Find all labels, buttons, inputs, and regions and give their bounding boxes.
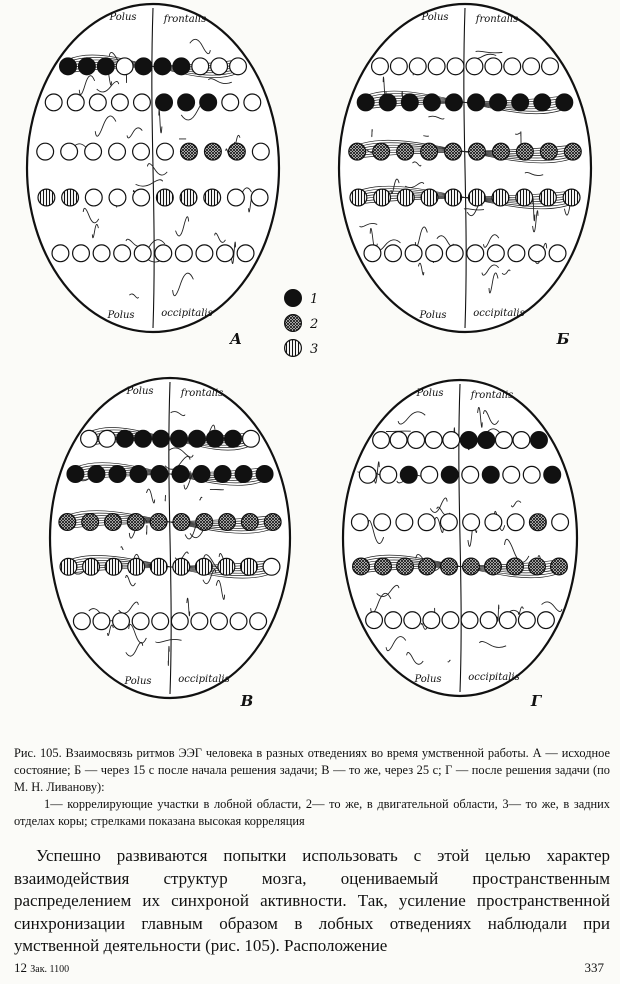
electrode [155, 245, 172, 262]
electrode [492, 189, 509, 206]
electrode [173, 558, 190, 575]
electrode [93, 245, 110, 262]
electrode [534, 94, 551, 111]
electrode [219, 514, 236, 531]
electrode [549, 245, 566, 262]
legend-label-3: 3 [310, 342, 319, 357]
electrode [529, 558, 546, 575]
electrode [192, 58, 209, 75]
label-occipitalis: occipitalis [473, 308, 525, 319]
electrode [419, 558, 436, 575]
electrode [204, 143, 221, 160]
electrode [445, 143, 462, 160]
electrode [485, 514, 502, 531]
electrode [207, 430, 224, 447]
electrode [128, 558, 145, 575]
electrode [150, 514, 167, 531]
electrode [173, 514, 190, 531]
electrode [442, 612, 459, 629]
electrode [421, 143, 438, 160]
electrode [373, 143, 390, 160]
electrode [564, 143, 581, 160]
electrode [518, 612, 535, 629]
panel-letter: А [229, 330, 243, 348]
electrode [446, 94, 463, 111]
electrode [196, 514, 213, 531]
label-polus-top: Polus [126, 386, 154, 397]
electrode [485, 558, 502, 575]
electrode [60, 58, 77, 75]
electrode [264, 514, 281, 531]
electrode [93, 613, 110, 630]
electrode [256, 466, 273, 483]
label-polus-bottom: Polus [414, 674, 442, 685]
electrode [404, 612, 421, 629]
label-polus-bottom: Polus [124, 676, 152, 687]
electrode [228, 189, 245, 206]
electrode [196, 245, 213, 262]
electrode [225, 430, 242, 447]
electrode [132, 613, 149, 630]
electrode [156, 189, 173, 206]
electrode [357, 94, 374, 111]
electrode [99, 430, 116, 447]
electrode [516, 143, 533, 160]
electrode [397, 189, 414, 206]
electrode [374, 189, 391, 206]
electrode [351, 514, 368, 531]
electrode [211, 58, 228, 75]
electrode [374, 514, 391, 531]
brain-panel-2 [339, 4, 591, 348]
electrode [423, 94, 440, 111]
electrode [540, 143, 557, 160]
electrode [263, 558, 280, 575]
electrode [113, 613, 130, 630]
electrode [134, 94, 151, 111]
electrode [461, 612, 478, 629]
electrode [372, 58, 389, 75]
electrode [200, 94, 217, 111]
electrode [426, 245, 443, 262]
label-polus-bottom: Polus [107, 310, 135, 321]
electrode [191, 613, 208, 630]
electrode [73, 245, 90, 262]
label-frontalis: frontalis [163, 14, 207, 25]
electrode [154, 58, 171, 75]
caption-legend: 1— коррелирующие участки в лобной области, 2— то же, в двигательной области, 3— то же, в задних отделах коры; стрелками показана высокая корреляция [14, 797, 610, 828]
electrode [235, 466, 252, 483]
electrode [467, 245, 484, 262]
electrode [405, 245, 422, 262]
electrode [396, 514, 413, 531]
electrode [441, 466, 458, 483]
caption-main: Рис. 105. Взаимосвязь ритмов ЭЭГ человека в разных отведениях во время умственной работы. А — исходное состояние; Б — через 15 с после начала решения задачи; В — то же, через 25 с; Г — после решения задачи (по М. Н. Ливанову): [14, 746, 610, 794]
legend [285, 290, 319, 357]
electrode [173, 58, 190, 75]
electrode [529, 245, 546, 262]
electrode [350, 189, 367, 206]
electrode [364, 245, 381, 262]
electrode [228, 143, 245, 160]
body-text: Успешно развиваются попытки использовать с этой целью характер взаимодействия структур мозга, оцениваемый пространственным распределением их синхроной активности. Так, усиление пространственной синхронизации главным образом в лобных отведениях наблюдали при умственной деятельности (рис. 105). Расположение [14, 846, 610, 955]
panel-letter: Г [530, 692, 542, 710]
signature-number: 12 [14, 960, 27, 975]
electrode [244, 94, 261, 111]
electrode [485, 58, 502, 75]
electrode [105, 558, 122, 575]
electrode [495, 432, 512, 449]
electrode [468, 94, 485, 111]
electrode [480, 612, 497, 629]
electrode [385, 612, 402, 629]
electrode [478, 432, 495, 449]
electrode [61, 143, 78, 160]
electrode [531, 432, 548, 449]
legend-label-2: 2 [310, 317, 319, 332]
figure-caption [14, 745, 610, 830]
electrode [134, 245, 151, 262]
electrode [171, 613, 188, 630]
electrode [78, 58, 95, 75]
electrode [214, 466, 231, 483]
electrode [218, 558, 235, 575]
electrode [523, 466, 540, 483]
electrode [133, 143, 150, 160]
electrode [52, 245, 69, 262]
electrode [67, 94, 84, 111]
label-polus-top: Polus [421, 12, 449, 23]
electrode [251, 189, 268, 206]
label-frontalis: frontalis [470, 390, 514, 401]
electrode [250, 613, 267, 630]
legend-swatch-3 [285, 340, 302, 357]
electrode [544, 466, 561, 483]
electrode [504, 58, 521, 75]
electrode [109, 143, 126, 160]
electrode [193, 466, 210, 483]
label-polus-top: Polus [109, 12, 137, 23]
electrode [222, 94, 239, 111]
electrode [373, 432, 390, 449]
electrode [97, 58, 114, 75]
page-number: 337 [584, 960, 604, 975]
label-occipitalis: occipitalis [178, 674, 230, 685]
electrode [397, 558, 414, 575]
electrode [241, 514, 258, 531]
label-frontalis: frontalis [475, 14, 519, 25]
electrode [38, 189, 55, 206]
electrode [445, 189, 462, 206]
electrode [133, 189, 150, 206]
electrode [114, 245, 131, 262]
brain-panel-3 [50, 378, 290, 710]
electrode [379, 94, 396, 111]
electrode [400, 466, 417, 483]
electrode [440, 514, 457, 531]
electrode [82, 514, 99, 531]
electrode [117, 430, 134, 447]
label-frontalis: frontalis [180, 388, 224, 399]
electrode [127, 514, 144, 531]
electrode [487, 245, 504, 262]
electrode [463, 514, 480, 531]
legend-label-1: 1 [310, 292, 319, 307]
footer-signature [14, 960, 69, 976]
electrode [490, 94, 507, 111]
electrode [446, 245, 463, 262]
electrode [390, 432, 407, 449]
electrode [88, 466, 105, 483]
electrode [151, 466, 168, 483]
electrode [556, 94, 573, 111]
legend-swatch-2 [285, 315, 302, 332]
electrode [390, 58, 407, 75]
legend-swatch-1 [285, 290, 302, 307]
electrode [150, 558, 167, 575]
electrode [73, 613, 90, 630]
electrode [482, 466, 499, 483]
label-occipitalis: occipitalis [161, 308, 213, 319]
electrode [85, 143, 102, 160]
electrode [513, 432, 530, 449]
brain-panel-4 [343, 380, 577, 710]
electrode [60, 558, 77, 575]
electrode [447, 58, 464, 75]
electrode [462, 466, 479, 483]
electrode [421, 466, 438, 483]
electrode [507, 558, 524, 575]
electrode [460, 432, 477, 449]
electrode [443, 432, 460, 449]
panel-letter: В [240, 692, 254, 710]
electrode [172, 466, 189, 483]
electrode [418, 514, 435, 531]
electrode [508, 245, 525, 262]
electrode [230, 58, 247, 75]
electrode [105, 514, 122, 531]
electrode [252, 143, 269, 160]
electrode [385, 245, 402, 262]
electrode [466, 58, 483, 75]
electrode [152, 613, 169, 630]
electrode [81, 430, 98, 447]
electrode [204, 189, 221, 206]
electrode [512, 94, 529, 111]
electrode [441, 558, 458, 575]
electrode [380, 466, 397, 483]
electrode [499, 612, 516, 629]
electrode [175, 245, 192, 262]
electrode [171, 430, 188, 447]
electrode [540, 189, 557, 206]
electrode [109, 466, 126, 483]
electrode [116, 58, 133, 75]
electrode [353, 558, 370, 575]
body-paragraph [14, 845, 610, 958]
electrode [189, 430, 206, 447]
electrode [243, 430, 260, 447]
electrode [375, 558, 392, 575]
electrode [425, 432, 442, 449]
electrode [178, 94, 195, 111]
electrode [62, 189, 79, 206]
electrode [241, 558, 258, 575]
electrode [180, 189, 197, 206]
electrode [469, 143, 486, 160]
electrode [397, 143, 414, 160]
electrode [181, 143, 198, 160]
electrode [157, 143, 174, 160]
electrode [349, 143, 366, 160]
electrode [89, 94, 106, 111]
electrode [83, 558, 100, 575]
brain-panel-1 [27, 4, 279, 348]
electrode [468, 189, 485, 206]
electrode [135, 430, 152, 447]
label-polus-top: Polus [416, 388, 444, 399]
electrode [195, 558, 212, 575]
electrode [563, 189, 580, 206]
electrode [85, 189, 102, 206]
electrode [211, 613, 228, 630]
electrode [45, 94, 62, 111]
electrode [493, 143, 510, 160]
electrode [109, 189, 126, 206]
electrode [135, 58, 152, 75]
label-polus-bottom: Polus [419, 310, 447, 321]
electrode [366, 612, 383, 629]
electrode [421, 189, 438, 206]
electrode [503, 466, 520, 483]
electrode [409, 58, 426, 75]
electrode [428, 58, 445, 75]
electrode [59, 514, 76, 531]
electrode [408, 432, 425, 449]
electrode [423, 612, 440, 629]
electrode [237, 245, 254, 262]
electrode [401, 94, 418, 111]
electrode [359, 466, 376, 483]
electrode [230, 613, 247, 630]
electrode [516, 189, 533, 206]
electrode [551, 558, 568, 575]
electrode [67, 466, 84, 483]
electrode [153, 430, 170, 447]
electrode [217, 245, 234, 262]
electrode [507, 514, 524, 531]
electrode [542, 58, 559, 75]
electrode [523, 58, 540, 75]
label-occipitalis: occipitalis [468, 672, 520, 683]
electrode [37, 143, 54, 160]
electrode [538, 612, 555, 629]
electrode [156, 94, 173, 111]
electrode [552, 514, 569, 531]
electrode [529, 514, 546, 531]
panel-letter: Б [556, 330, 570, 348]
order-number: Зак. 1100 [30, 964, 70, 975]
electrode [111, 94, 128, 111]
electrode [463, 558, 480, 575]
electrode [130, 466, 147, 483]
